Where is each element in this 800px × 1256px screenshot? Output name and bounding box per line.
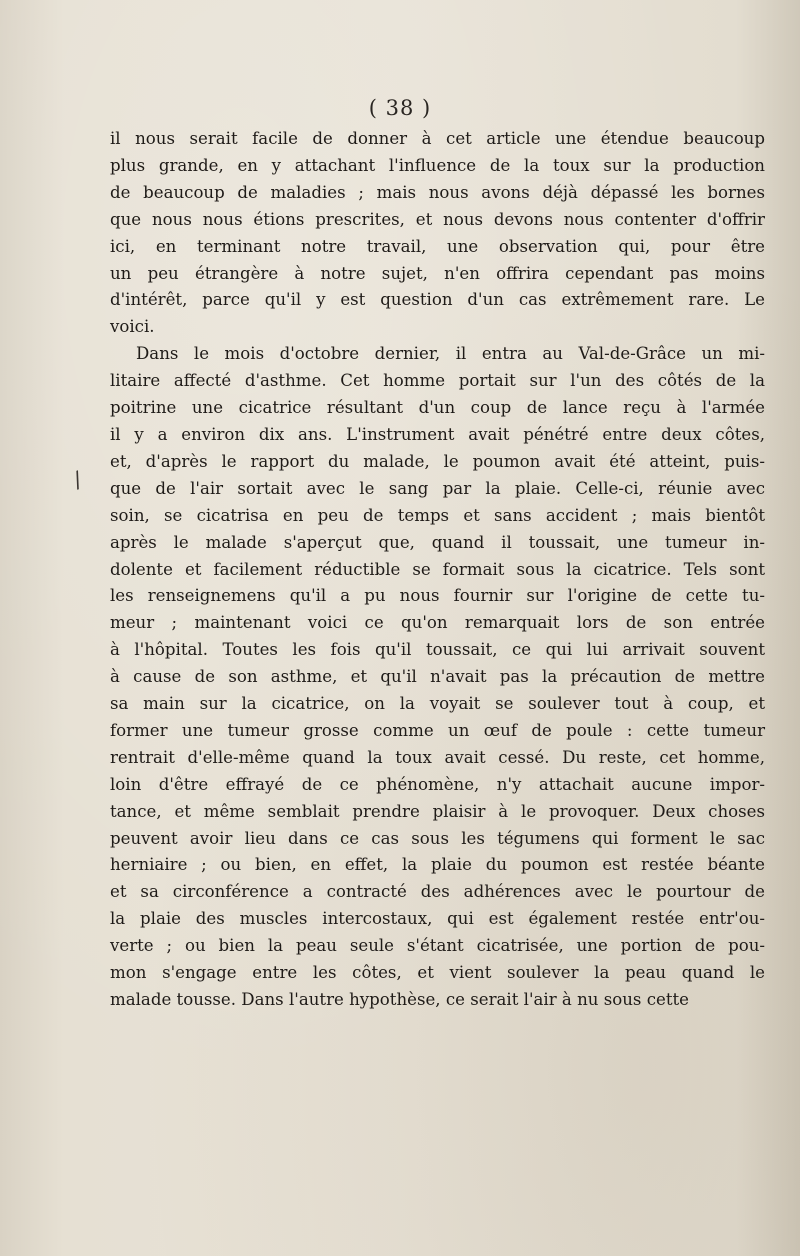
text-line: un peu étrangère à notre sujet, n'en offrira cependant pas moins [110, 263, 765, 283]
text-line: soin, se cicatrisa en peu de temps et sans accident ; mais bientôt [110, 505, 765, 525]
text-line: il nous serait facile de donner à cet article une étendue beaucoup [110, 129, 765, 148]
text-line: poitrine une cicatrice résultant d'un coup de lance reçu à l'armée [110, 398, 765, 418]
text-line: malade tousse. Dans l'autre hypothèse, ce serait l'air à nu sous cette [110, 990, 689, 1009]
text-line: à cause de son asthme, et qu'il n'avait pas la précaution de mettre [110, 667, 765, 687]
text-line: que nous nous étions prescrites, et nous devons nous contenter d'offrir [110, 209, 765, 229]
text-line: il y a environ dix ans. L'instrument avait pénétré entre deux côtes, [110, 424, 765, 444]
text-line: tance, et même semblait prendre plaisir à le provoquer. Deux choses [110, 801, 765, 821]
text-line: de beaucoup de maladies ; mais nous avons déjà dépassé les bornes [110, 182, 765, 202]
text-line: les renseignemens qu'il a pu nous fournir sur l'origine de cette tu- [110, 586, 765, 606]
text-line: peuvent avoir lieu dans ce cas sous les tégumens qui forment le sac [110, 828, 765, 848]
text-line: herniaire ; ou bien, en effet, la plaie du poumon est restée béante [110, 855, 765, 875]
text-line: à l'hôpital. Toutes les fois qu'il toussait, ce qui lui arrivait souvent [110, 640, 765, 660]
text-line: ici, en terminant notre travail, une observation qui, pour être [110, 236, 765, 256]
text-line: et, d'après le rapport du malade, le poumon avait été atteint, puis- [110, 451, 765, 471]
text-line: d'intérêt, parce qu'il y est question d'un cas extrêmement rare. Le [110, 290, 765, 310]
text-line: après le malade s'aperçut que, quand il toussait, une tumeur in- [110, 532, 765, 552]
text-line: voici. [110, 317, 155, 337]
text-line: verte ; ou bien la peau seule s'étant cicatrisée, une portion de pou- [110, 936, 765, 956]
text-line: et sa circonférence a contracté des adhérences avec le pourtour de [110, 882, 765, 902]
text-line: former une tumeur grosse comme un œuf de poule : cette tumeur [110, 720, 765, 740]
text-line: la plaie des muscles intercostaux, qui est également restée entr'ou- [110, 909, 765, 929]
text-line: litaire affecté d'asthme. Cet homme portait sur l'un des côtés de la [110, 371, 765, 391]
text-line: Dans le mois d'octobre dernier, il entra au Val-de-Grâce un mi- [136, 344, 765, 364]
body-text [110, 126, 765, 1014]
text-line: rentrait d'elle-même quand la toux avait cessé. Du reste, cet homme, [110, 747, 765, 767]
text-line: meur ; maintenant voici ce qu'on remarquait lors de son entrée [110, 613, 765, 633]
text-line: loin d'être effrayé de ce phénomène, n'y attachait aucune impor- [110, 774, 765, 794]
text-line: sa main sur la cicatrice, on la voyait se soulever tout à coup, et [110, 694, 765, 714]
text-line: mon s'engage entre les côtes, et vient soulever la peau quand le [110, 963, 765, 983]
margin-pencil-mark: / [69, 467, 86, 494]
text-line: plus grande, en y attachant l'influence de la toux sur la production [110, 155, 765, 175]
text-line: dolente et facilement réductible se formait sous la cicatrice. Tels sont [110, 559, 765, 579]
text-line: que de l'air sortait avec le sang par la plaie. Celle-ci, réunie avec [110, 478, 765, 498]
page-number: ( 38 ) [368, 96, 432, 120]
